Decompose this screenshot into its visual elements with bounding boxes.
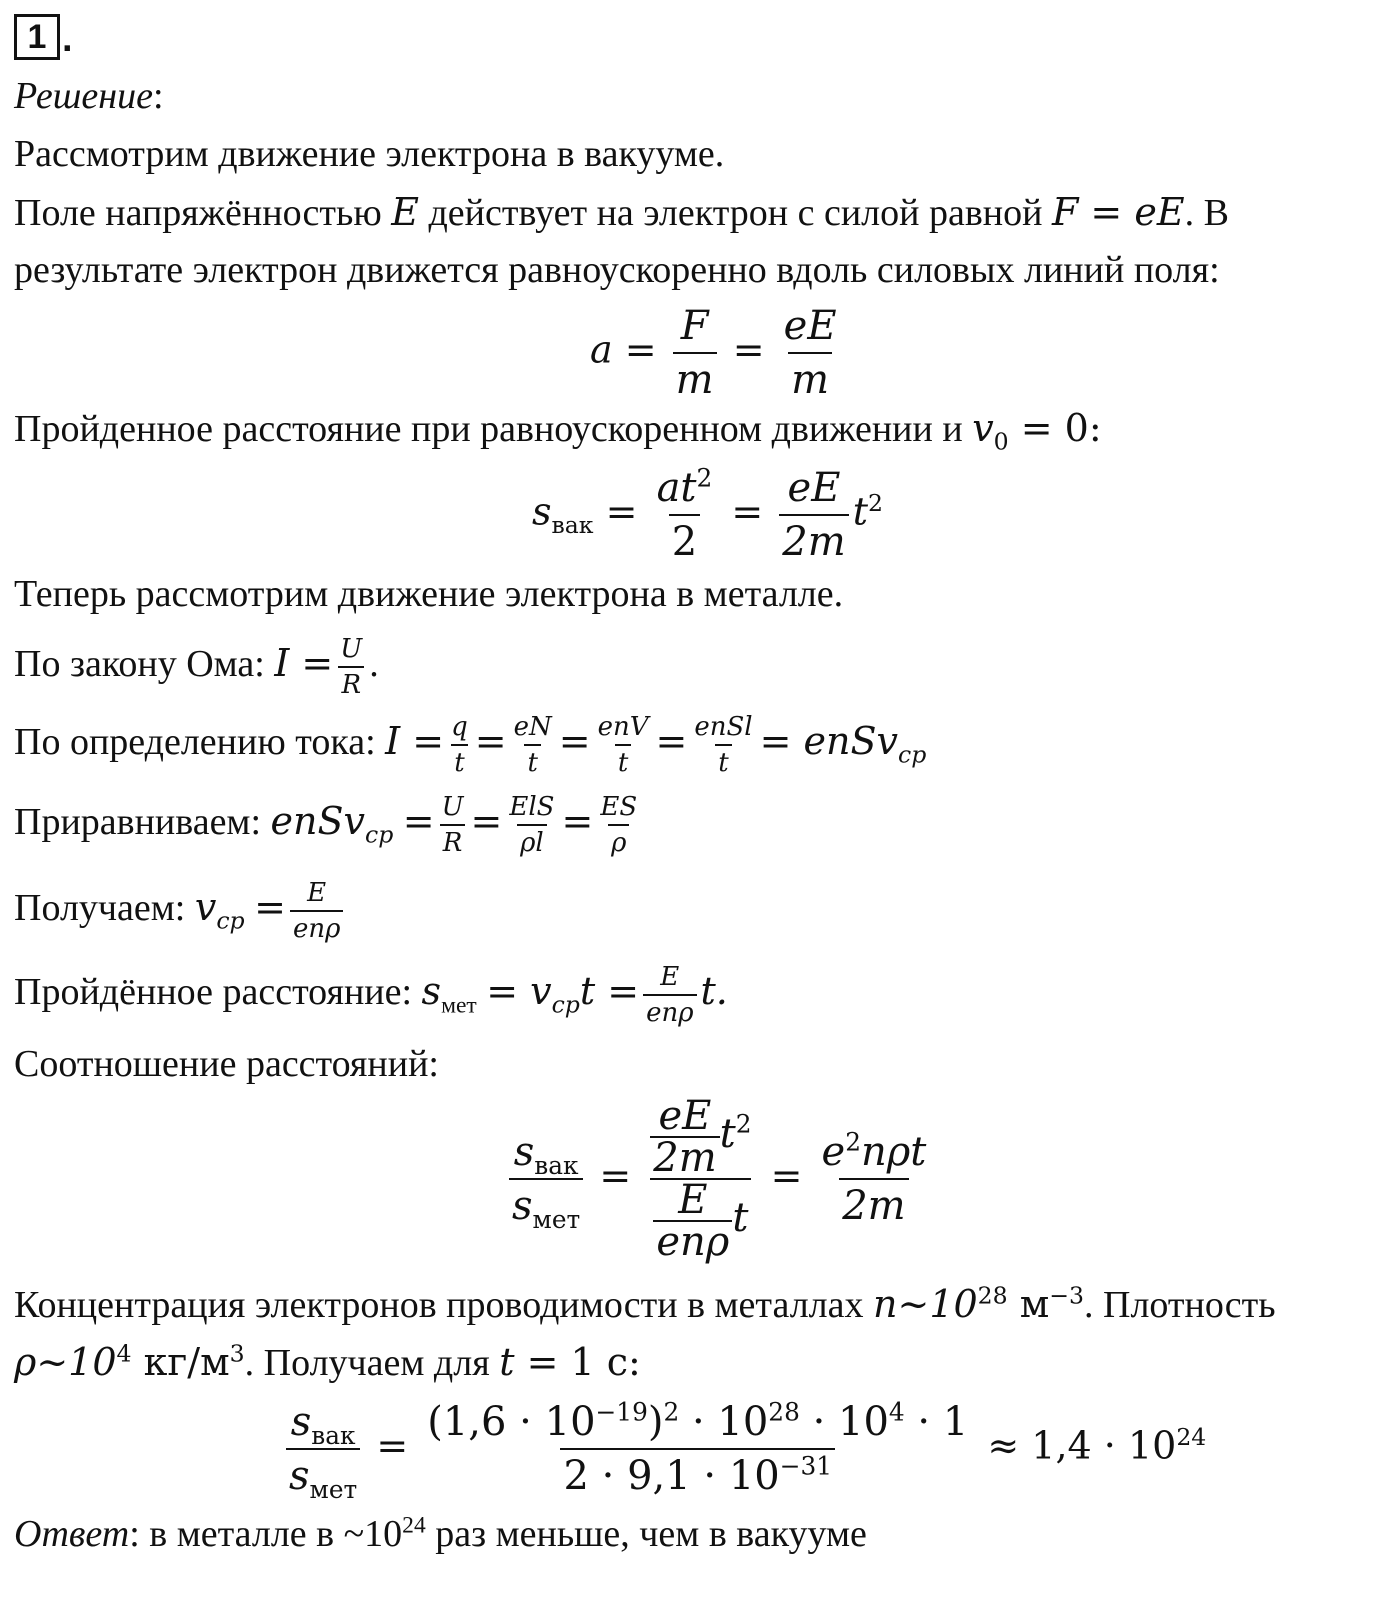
f2-eq2: = bbox=[731, 489, 764, 534]
math-force: F = eE bbox=[1051, 190, 1185, 234]
text: = 0: bbox=[1008, 406, 1102, 450]
text-line-4 bbox=[14, 406, 1102, 456]
formula-acceleration bbox=[590, 300, 844, 406]
sub: мет bbox=[441, 992, 477, 1019]
l6-num: U bbox=[340, 634, 363, 665]
f3-un: eE bbox=[658, 1093, 712, 1139]
text: По определению тока: bbox=[14, 721, 386, 763]
text-line-11: Соотношение расстояний: bbox=[14, 1043, 439, 1085]
text: . bbox=[369, 643, 379, 685]
eq: = bbox=[254, 885, 286, 929]
eq: = bbox=[655, 719, 688, 763]
unit: кг/м bbox=[131, 1340, 230, 1384]
l7-den2: t bbox=[524, 744, 540, 780]
eq: = bbox=[599, 1153, 632, 1198]
sup: 4 bbox=[888, 1397, 905, 1427]
f2-s: s bbox=[532, 489, 552, 534]
l8-den2: ρl bbox=[517, 824, 547, 860]
f3-ld: s bbox=[512, 1183, 533, 1229]
l7-den4: t bbox=[715, 744, 731, 780]
text: Концентрация электронов проводимости в металлах bbox=[14, 1284, 873, 1326]
text: Пройденное расстояние при равноускоренном движении и bbox=[14, 408, 973, 450]
sup: 28 bbox=[768, 1397, 800, 1427]
sub: мет bbox=[532, 1205, 581, 1234]
f2-t: t bbox=[852, 489, 868, 534]
sup: 28 bbox=[977, 1281, 1008, 1310]
eq: = bbox=[561, 799, 594, 843]
text: Приравниваем: bbox=[14, 801, 271, 843]
f3-rn: e bbox=[821, 1129, 846, 1175]
l8-num3: ES bbox=[600, 792, 638, 823]
f3-dt: t bbox=[732, 1195, 749, 1241]
math-v: v bbox=[194, 885, 217, 929]
l6-den: R bbox=[338, 666, 364, 702]
sub: вак bbox=[311, 1421, 356, 1450]
sub: мет bbox=[309, 1475, 358, 1504]
text-line-5: Теперь рассмотрим движение электрона в металле. bbox=[14, 573, 844, 615]
f1-lhs: a = bbox=[590, 327, 657, 372]
eq: = bbox=[474, 719, 507, 763]
problem-number-dot: . bbox=[62, 18, 73, 60]
sup: −3 bbox=[1049, 1281, 1084, 1310]
sub: 0 bbox=[993, 427, 1009, 456]
f2-num2: eE bbox=[787, 465, 841, 511]
sup: 4 bbox=[116, 1339, 132, 1368]
f4-num: (1,6 · 10 bbox=[427, 1399, 596, 1445]
text-line-7 bbox=[14, 706, 926, 780]
l8-lhs: enSv bbox=[270, 799, 366, 843]
answer-text: в металле в ~10 bbox=[139, 1513, 403, 1555]
f1-eq: = bbox=[732, 327, 765, 372]
text: Получаем: bbox=[14, 887, 195, 929]
text: . В bbox=[1184, 192, 1229, 234]
f3-rd: 2m bbox=[839, 1178, 908, 1232]
unit: м bbox=[1007, 1282, 1050, 1326]
math-s: s bbox=[421, 969, 442, 1013]
math-rho: ρ~10 bbox=[14, 1340, 117, 1384]
f2-den1: 2 bbox=[669, 514, 700, 568]
text-line-9 bbox=[14, 872, 347, 946]
text-line-6 bbox=[14, 628, 379, 702]
problem-number: 1 bbox=[27, 18, 47, 56]
answer-line bbox=[14, 1512, 867, 1556]
f4-ls: s bbox=[290, 1399, 312, 1445]
sub: cp bbox=[551, 990, 580, 1019]
text: По закону Ома: bbox=[14, 643, 275, 685]
text-line-13 bbox=[14, 1340, 641, 1385]
text-line-1: Рассмотрим движение электрона в вакууме. bbox=[14, 133, 725, 175]
eq: = bbox=[770, 1153, 803, 1198]
f1-den1: m bbox=[673, 352, 717, 406]
sup: 2 bbox=[867, 488, 883, 517]
eq: = bbox=[402, 799, 435, 843]
l10-tail: t. bbox=[700, 969, 728, 1013]
sup: 2 bbox=[696, 463, 713, 493]
sub: cp bbox=[216, 906, 245, 935]
text-line-8 bbox=[14, 786, 644, 860]
colon: : bbox=[152, 75, 164, 117]
text: Поле напряжённостью bbox=[14, 192, 392, 234]
answer-text: раз меньше, чем в вакууме bbox=[425, 1513, 867, 1555]
f3-ut: t bbox=[719, 1111, 736, 1157]
sup: −19 bbox=[595, 1397, 648, 1427]
l7-tail: = enSv bbox=[759, 719, 898, 763]
f3-dn: E bbox=[678, 1177, 708, 1223]
f3-rnrest: nρt bbox=[860, 1129, 927, 1175]
math-I: I = bbox=[385, 719, 445, 763]
solution-heading bbox=[14, 74, 164, 118]
math-t: t bbox=[499, 1340, 515, 1384]
eq: = bbox=[470, 799, 503, 843]
f3-dd: enρ bbox=[653, 1220, 732, 1262]
text: . Получаем для bbox=[244, 1342, 500, 1384]
text-line-2 bbox=[14, 190, 1229, 235]
text-line-12 bbox=[14, 1282, 1276, 1327]
math-I: I = bbox=[274, 641, 334, 685]
f1-num1: F bbox=[680, 303, 709, 349]
f3-ud: 2m bbox=[650, 1136, 719, 1178]
l7-den1: t bbox=[451, 744, 467, 780]
math-n: n~10 bbox=[873, 1282, 978, 1326]
sup: 24 bbox=[1176, 1422, 1207, 1451]
text: действует на электрон с силой равной bbox=[418, 192, 1052, 234]
l10-den: enρ bbox=[643, 994, 696, 1030]
f1-num2: eE bbox=[783, 303, 837, 349]
solution-label: Решение bbox=[14, 75, 153, 117]
l8-num2: ElS bbox=[509, 792, 555, 823]
formula-numeric-ratio bbox=[282, 1396, 1206, 1502]
f4-num3: · 10 bbox=[679, 1399, 769, 1445]
answer-label: Ответ bbox=[14, 1513, 130, 1555]
eq: = bbox=[376, 1423, 409, 1468]
l8-den1: R bbox=[440, 824, 466, 860]
l9-num: E bbox=[307, 878, 327, 909]
sup: 3 bbox=[229, 1339, 245, 1368]
l10-num: E bbox=[660, 962, 680, 993]
math-v: v bbox=[972, 406, 994, 450]
formula-distance-ratio bbox=[505, 1093, 933, 1265]
f4-num4: · 10 bbox=[799, 1399, 889, 1445]
f1-den2: m bbox=[788, 352, 832, 406]
f2-eq: = bbox=[605, 489, 638, 534]
l7-num2: eN bbox=[513, 712, 552, 743]
text-line-3: результате электрон движется равноускоренно вдоль силовых линий поля: bbox=[14, 249, 1220, 291]
sup: 24 bbox=[402, 1512, 426, 1539]
l7-num3: enV bbox=[597, 712, 649, 743]
l10-mid: = v bbox=[486, 969, 552, 1013]
sub: cp bbox=[365, 820, 394, 849]
f4-result: ≈ 1,4 · 10 bbox=[987, 1423, 1177, 1468]
colon: : bbox=[129, 1513, 140, 1555]
formula-vacuum-distance bbox=[532, 462, 883, 568]
f2-sub: вак bbox=[551, 511, 594, 540]
l7-num4: enSl bbox=[694, 712, 753, 743]
text-line-10 bbox=[14, 956, 728, 1030]
sub: cp bbox=[898, 740, 927, 769]
text: = 1 с: bbox=[514, 1340, 641, 1384]
l7-den3: t bbox=[615, 744, 631, 780]
f4-ld: s bbox=[289, 1453, 310, 1499]
problem-number-box bbox=[14, 14, 60, 60]
f2-den2: 2m bbox=[779, 514, 848, 568]
text: Пройдённое расстояние: bbox=[14, 971, 422, 1013]
sup: 2 bbox=[735, 1109, 752, 1139]
l8-den3: ρ bbox=[608, 824, 629, 860]
f4-den: 2 · 9,1 · 10 bbox=[563, 1453, 780, 1499]
l7-num1: q bbox=[451, 712, 468, 743]
text: . Плотность bbox=[1084, 1284, 1276, 1326]
l10-t: t = bbox=[579, 969, 640, 1013]
sup: −31 bbox=[779, 1451, 833, 1481]
f4-num5: · 1 bbox=[904, 1399, 969, 1445]
f3-ls: s bbox=[513, 1129, 535, 1175]
sup: 2 bbox=[845, 1127, 861, 1157]
sub: вак bbox=[534, 1151, 579, 1180]
f2-num1: at bbox=[656, 465, 697, 511]
l9-den: enρ bbox=[290, 910, 343, 946]
sup: 2 bbox=[663, 1397, 680, 1427]
math-E: E bbox=[391, 190, 419, 234]
l8-num1: U bbox=[441, 792, 464, 823]
f4-num2: ) bbox=[647, 1399, 664, 1445]
eq: = bbox=[558, 719, 591, 763]
